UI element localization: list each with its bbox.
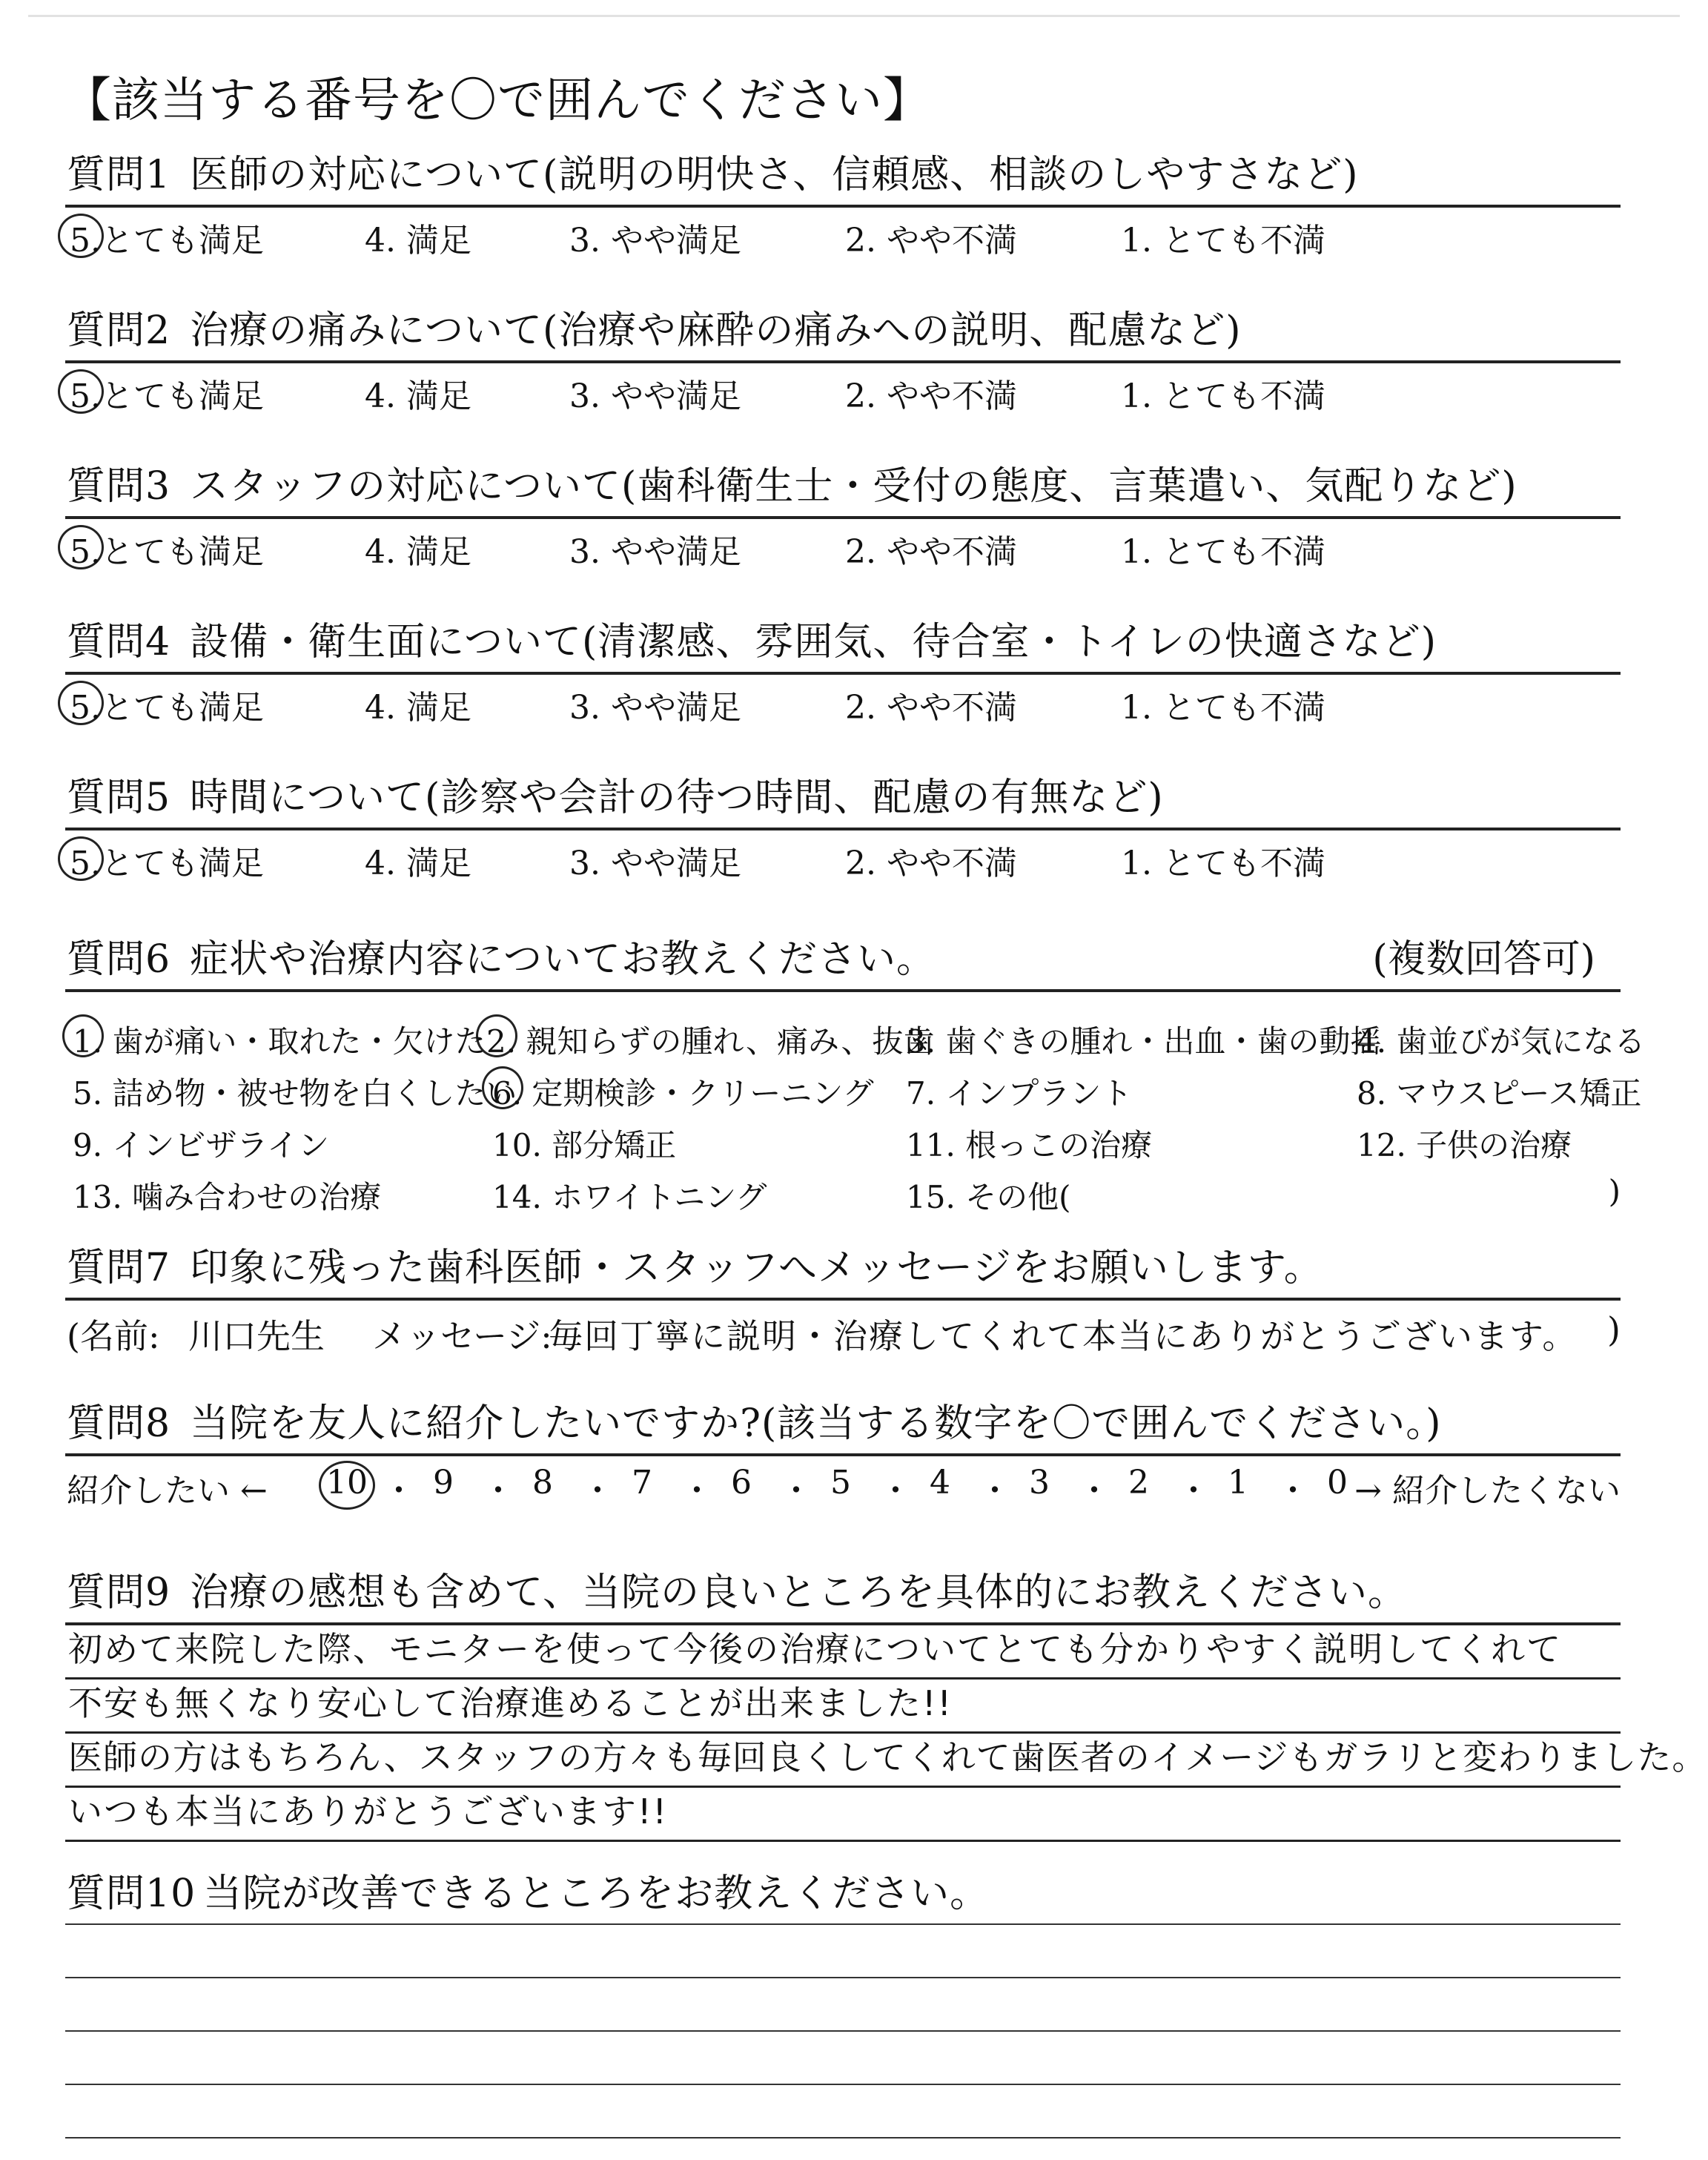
question-8-option-4[interactable]: 4: [930, 1464, 950, 1502]
question-8-number: 質問8: [67, 1401, 171, 1446]
question-2-option-5[interactable]: 5.とても満足: [70, 377, 264, 415]
question-8-option-6[interactable]: 6: [731, 1464, 752, 1502]
question-7: [65, 1244, 1621, 1357]
question-8-separator: ・: [681, 1472, 713, 1510]
question-7-header: [65, 1244, 1621, 1301]
question-3-header: [65, 463, 1621, 519]
question-8-separator: ・: [1277, 1472, 1309, 1510]
question-2-header: [65, 307, 1621, 363]
question-1-header: [65, 151, 1621, 208]
question-1-option-3[interactable]: 3. やや満足: [569, 222, 741, 260]
question-4-title: [67, 610, 1437, 666]
question-6: [65, 936, 1646, 1215]
question-9-answer-line: [65, 1734, 1707, 1788]
question-8-title: [67, 1392, 1442, 1447]
question-6-option-11[interactable]: 11. 根っこの治療: [906, 1127, 1153, 1163]
question-1-text: 医師の対応について(説明の明快さ、信頼感、相談のしやすさなど): [190, 153, 1359, 197]
page-top-rule: [28, 15, 1680, 17]
question-5-option-4[interactable]: 4. 満足: [365, 845, 471, 882]
question-9-header: [65, 1569, 1621, 1625]
question-5: [65, 774, 1621, 882]
question-7-message-value[interactable]: 毎回丁寧に説明・治療してくれて本当にありがとうございます。: [549, 1316, 1578, 1356]
question-2-title: [67, 299, 1242, 354]
question-10-answer-line: [65, 2032, 1621, 2085]
question-1-option-4[interactable]: 4. 満足: [365, 222, 471, 260]
question-4-option-3[interactable]: 3. やや満足: [569, 689, 741, 727]
question-3-title: [67, 455, 1517, 510]
question-6-option-14[interactable]: 14. ホワイトニング: [492, 1179, 767, 1215]
question-5-option-2[interactable]: 2. やや不満: [845, 845, 1017, 882]
question-9-answer-area[interactable]: [65, 1625, 1707, 1842]
question-7-message-label: メッセージ:: [372, 1316, 552, 1356]
question-8-left-label: 紹介したい ←: [67, 1472, 268, 1510]
question-1: [65, 151, 1621, 260]
question-2-option-2[interactable]: 2. やや不満: [845, 377, 1017, 415]
question-7-close-paren: ): [1607, 1309, 1621, 1350]
question-6-option-15[interactable]: 15. その他(: [906, 1179, 1071, 1215]
question-8-separator: ・: [1078, 1472, 1110, 1510]
question-7-name-value[interactable]: 川口先生: [188, 1316, 325, 1356]
question-1-options: [65, 208, 1621, 260]
question-4-option-2[interactable]: 2. やや不満: [845, 689, 1017, 727]
question-5-options: [65, 830, 1621, 882]
question-4-option-5[interactable]: 5.とても満足: [70, 689, 264, 727]
question-4-number: 質問4: [67, 620, 171, 664]
question-9-answer-text: 不安も無くなり安心して治療進めることが出来ました!!: [68, 1683, 953, 1723]
question-8-separator: ・: [1177, 1472, 1210, 1510]
question-7-number: 質問7: [67, 1246, 171, 1290]
question-8-header: [65, 1400, 1621, 1456]
question-2-text: 治療の痛みについて(治療や麻酔の痛みへの説明、配慮など): [190, 308, 1242, 353]
question-10-title: [67, 1862, 989, 1918]
question-8-separator: ・: [482, 1472, 514, 1510]
question-9-answer-line: [65, 1625, 1621, 1680]
question-5-option-1[interactable]: 1. とても不満: [1121, 845, 1325, 882]
question-5-text: 時間について(診察や会計の待つ時間、配慮の有無など): [190, 776, 1164, 820]
question-10-number: 質問10: [67, 1872, 196, 1916]
question-9-text: 治療の感想も含めて、当院の良いところを具体的にお教えください。: [190, 1571, 1408, 1615]
question-7-name-label: (名前:: [67, 1316, 160, 1356]
question-8-separator: ・: [879, 1472, 912, 1510]
question-6-option-8[interactable]: 8. マウスピース矯正: [1357, 1075, 1642, 1112]
question-8-separator: ・: [383, 1472, 415, 1510]
question-8: [65, 1400, 1621, 1508]
question-9-number: 質問9: [67, 1571, 171, 1615]
question-1-option-5[interactable]: 5.とても満足: [70, 222, 264, 260]
question-4-options: [65, 675, 1621, 727]
question-8-option-3[interactable]: 3: [1029, 1464, 1050, 1502]
question-6-option-3[interactable]: 3. 歯ぐきの腫れ・出血・歯の動揺: [906, 1023, 1382, 1060]
question-8-option-8[interactable]: 8: [532, 1464, 553, 1502]
question-8-text: 当院を友人に紹介したいですか?(該当する数字を〇で囲んでください。): [190, 1401, 1442, 1446]
question-5-number: 質問5: [67, 776, 171, 820]
question-8-right-label: → 紹介したくない: [1354, 1472, 1621, 1510]
question-2-option-1[interactable]: 1. とても不満: [1121, 377, 1325, 415]
question-8-option-2[interactable]: 2: [1128, 1464, 1149, 1502]
question-8-option-5[interactable]: 5: [830, 1464, 851, 1502]
question-8-option-7[interactable]: 7: [632, 1464, 652, 1502]
question-8-separator: ・: [780, 1472, 812, 1510]
question-9-answer-line: [65, 1788, 1621, 1842]
question-6-number: 質問6: [67, 937, 171, 982]
question-9-answer-text: いつも本当にありがとうございます!!: [68, 1791, 668, 1832]
question-9-answer-text: 初めて来院した際、モニターを使って今後の治療についてとても分かりやすく説明してくれて: [68, 1629, 1563, 1669]
question-6-multiple-answers-note: (複数回答可): [1372, 937, 1595, 982]
question-8-option-9[interactable]: 9: [433, 1464, 454, 1502]
question-6-option-9[interactable]: 9. インビザライン: [73, 1127, 330, 1163]
question-3-option-1[interactable]: 1. とても不満: [1121, 533, 1325, 571]
question-7-text: 印象に残った歯科医師・スタッフへメッセージをお願いします。: [190, 1246, 1323, 1290]
question-4-option-1[interactable]: 1. とても不満: [1121, 689, 1325, 727]
question-6-option-7[interactable]: 7. インプラント: [906, 1075, 1133, 1112]
question-1-option-2[interactable]: 2. やや不満: [845, 222, 1017, 260]
question-6-option-12[interactable]: 12. 子供の治療: [1357, 1127, 1572, 1163]
question-6-header: [65, 936, 1621, 992]
question-7-answer-line: [65, 1301, 1621, 1357]
question-5-header: [65, 774, 1621, 830]
question-2: [65, 307, 1621, 415]
question-6-options: [65, 992, 1646, 1215]
question-3-options: [65, 519, 1621, 571]
question-8-separator: ・: [581, 1472, 614, 1510]
question-10: [65, 1870, 1621, 2138]
question-4-option-4[interactable]: 4. 満足: [365, 689, 471, 727]
question-6-option-2[interactable]: 2. 親知らずの腫れ、痛み、抜歯: [486, 1023, 935, 1060]
question-10-answer-area[interactable]: [65, 1925, 1621, 2138]
question-6-other-close-paren: ): [1608, 1173, 1621, 1209]
question-10-answer-line: [65, 1978, 1621, 2032]
question-8-option-0[interactable]: 0: [1327, 1464, 1348, 1502]
question-4-header: [65, 618, 1621, 675]
question-4-text: 設備・衛生面について(清潔感、雰囲気、待合室・トイレの快適さなど): [190, 620, 1437, 664]
question-8-option-10[interactable]: 10: [326, 1464, 368, 1502]
question-3: [65, 463, 1621, 571]
question-3-text: スタッフの対応について(歯科衛生士・受付の態度、言葉遣い、気配りなど): [190, 464, 1517, 509]
question-5-option-3[interactable]: 3. やや満足: [569, 845, 741, 882]
question-7-title: [67, 1236, 1323, 1292]
question-10-answer-line: [65, 2085, 1621, 2138]
question-8-scale: [65, 1456, 1621, 1508]
question-9-answer-line: [65, 1680, 1621, 1734]
question-3-option-4[interactable]: 4. 満足: [365, 533, 471, 571]
question-10-answer-line: [65, 1925, 1621, 1978]
question-8-separator: ・: [979, 1472, 1011, 1510]
question-6-option-10[interactable]: 10. 部分矯正: [492, 1127, 677, 1163]
question-2-options: [65, 363, 1621, 415]
question-4: [65, 618, 1621, 727]
question-9: [65, 1569, 1707, 1842]
question-2-option-4[interactable]: 4. 満足: [365, 377, 471, 415]
question-6-title: [67, 928, 936, 983]
question-9-title: [67, 1561, 1407, 1616]
question-5-option-5[interactable]: 5.とても満足: [70, 845, 264, 882]
question-9-answer-text: 医師の方はもちろん、スタッフの方々も毎回良くしてくれて歯医者のイメージもガラリと変わりました。: [68, 1737, 1707, 1777]
question-3-option-3[interactable]: 3. やや満足: [569, 533, 741, 571]
question-6-option-4[interactable]: 4. 歯並びが気になる: [1357, 1023, 1646, 1060]
question-8-option-1[interactable]: 1: [1228, 1464, 1248, 1502]
question-3-number: 質問3: [67, 464, 171, 509]
question-2-option-3[interactable]: 3. やや満足: [569, 377, 741, 415]
question-3-option-2[interactable]: 2. やや不満: [845, 533, 1017, 571]
question-10-header: [65, 1870, 1621, 1925]
page-title: 【該当する番号を〇で囲んでください】: [64, 73, 931, 128]
question-6-option-13[interactable]: 13. 噛み合わせの治療: [73, 1179, 382, 1215]
question-1-title: [67, 143, 1359, 199]
question-6-text: 症状や治療内容についてお教えください。: [190, 937, 936, 982]
question-3-option-5[interactable]: 5.とても満足: [70, 533, 264, 571]
question-6-option-5[interactable]: 5. 詰め物・被せ物を白くしたい: [73, 1075, 517, 1112]
question-2-number: 質問2: [67, 308, 171, 353]
question-6-option-1[interactable]: 1. 歯が痛い・取れた・欠けた: [73, 1023, 486, 1060]
question-1-number: 質問1: [67, 153, 171, 197]
question-6-option-6[interactable]: 6. 定期検診・クリーニング: [492, 1075, 874, 1112]
question-10-text: 当院が改善できるところをお教えください。: [203, 1872, 990, 1916]
question-1-option-1[interactable]: 1. とても不満: [1121, 222, 1325, 260]
question-5-title: [67, 766, 1164, 822]
